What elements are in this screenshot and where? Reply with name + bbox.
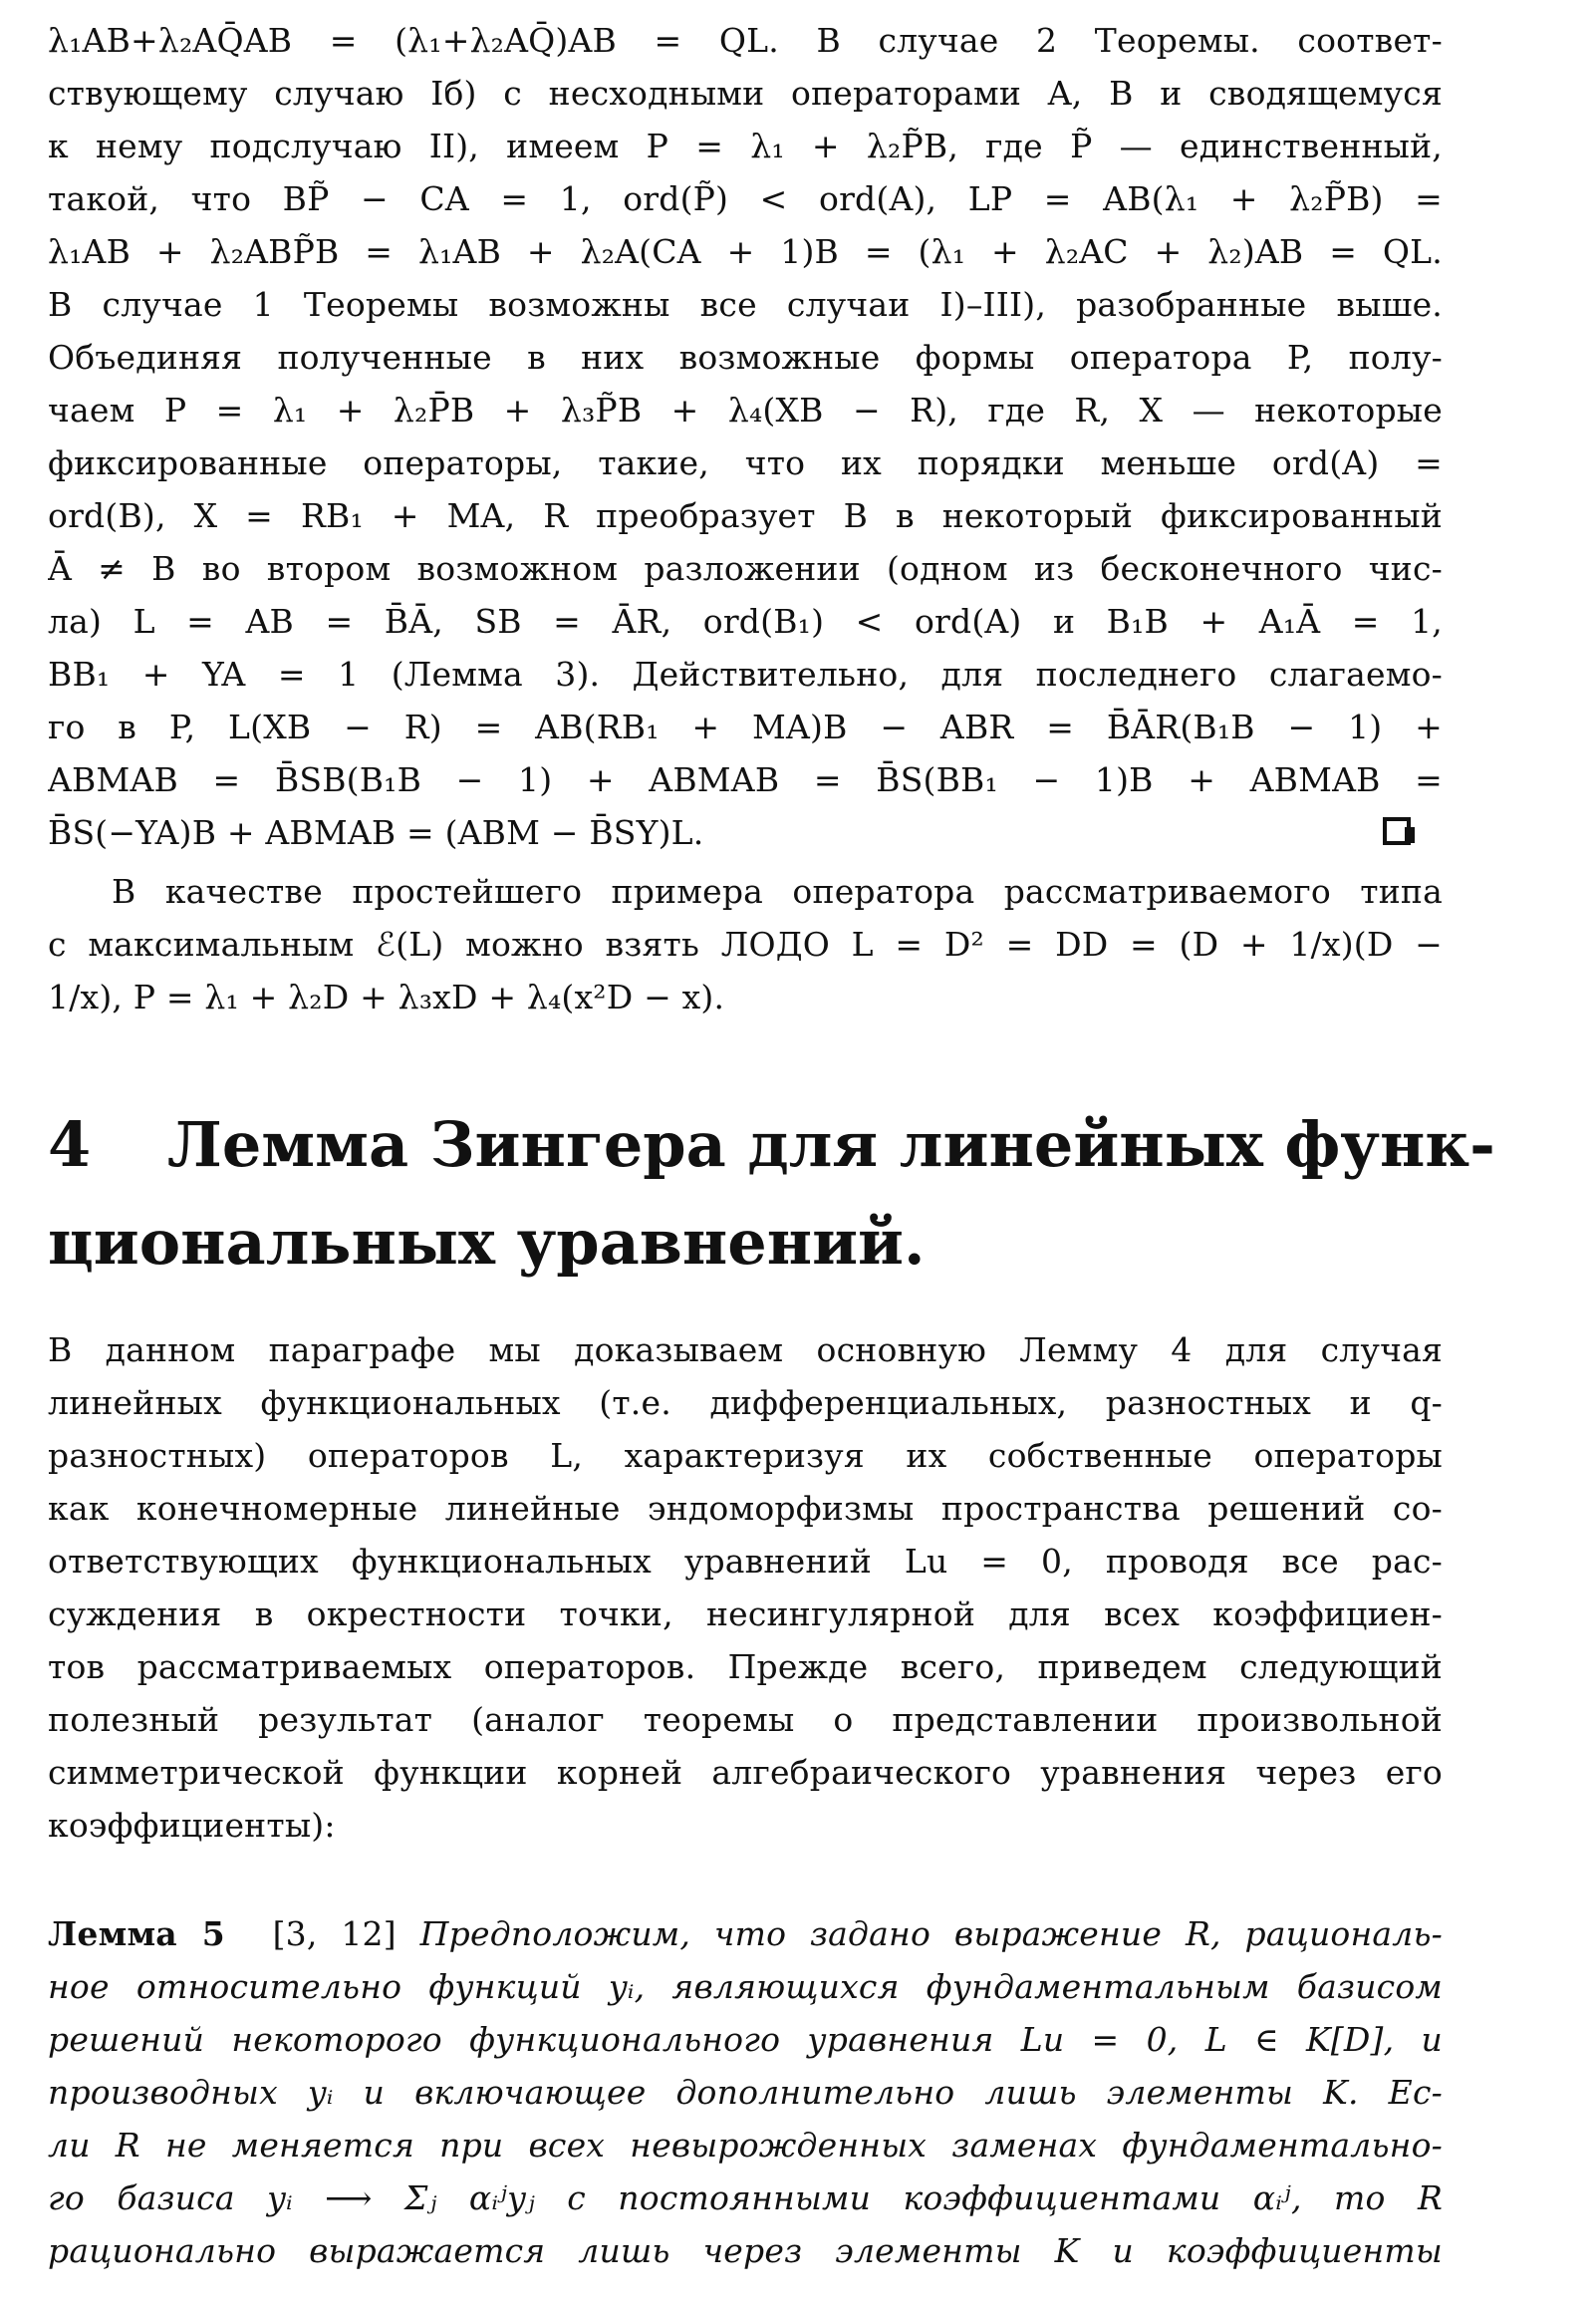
text-line: такой, что BP̃ − CA = 1, ord(P̃) < ord(A), LP = AB(λ₁ + λ₂P̃B) =	[48, 179, 1443, 218]
section-title-line: циональных уравнений.	[48, 1206, 926, 1279]
text-line: ла) L = AB = B̄Ā, SB = ĀR, ord(B₁) < ord(A) и B₁B + A₁Ā = 1,	[48, 602, 1443, 641]
text-line: чаем P = λ₁ + λ₂P̄B + λ₃P̃B + λ₄(XB − R), где R, X — некоторые	[48, 391, 1443, 430]
text-line: разностных) операторов L, характеризуя их собственные операторы	[48, 1436, 1443, 1475]
lemma-label: Лемма 5	[48, 1914, 225, 1953]
lemma-first-line	[48, 1907, 1443, 1960]
text-line: 1/x), P = λ₁ + λ₂D + λ₃xD + λ₄(x²D − x).	[48, 978, 725, 1016]
text-line: с максимальным ℰ(L) можно взять ЛОДО L = D² = DD = (D + 1/x)(D −	[48, 925, 1443, 964]
text-line: к нему подслучаю II), имеем P = λ₁ + λ₂P̃B, где P̃ — единственный,	[48, 127, 1443, 165]
lemma-citation: [3, 12]	[272, 1914, 397, 1953]
section-heading	[48, 1096, 1582, 1292]
lemma-line: рационально выражается лишь через элементы K и коэффициенты	[48, 2231, 1443, 2270]
text-line: B̄S(−YA)B + ABMAB = (ABM − B̄SY)L.	[48, 813, 704, 852]
text-line: ord(B), X = RB₁ + MA, R преобразует B в некоторый фиксированный	[48, 496, 1443, 535]
text-line: BB₁ + YA = 1 (Лемма 3). Действительно, для последнего слагаемо-	[48, 655, 1443, 694]
text-line: В случае 1 Теоремы возможны все случаи I)–III), разобранные выше.	[48, 285, 1443, 324]
lemma-line: го базиса yᵢ ⟶ Σⱼ αᵢʲyⱼ с постоянными коэффициентами αᵢʲ, то R	[48, 2178, 1443, 2217]
text-line: Объединяя полученные в них возможные формы оператора P, полу-	[48, 338, 1443, 377]
qed-end-of-proof-icon	[1383, 817, 1411, 845]
lemma-5	[48, 1907, 1443, 2277]
text-line: линейных функциональных (т.е. дифференциальных, разностных и q-	[48, 1383, 1443, 1422]
section-title-text: Лемма Зингера для линейных функ-	[167, 1108, 1495, 1181]
text-line: полезный результат (аналог теоремы о представлении произвольной	[48, 1700, 1443, 1739]
text-line: В данном параграфе мы доказываем основную Лемму 4 для случая	[48, 1330, 1443, 1369]
top-paragraph	[48, 14, 1443, 859]
text-line: суждения в окрестности точки, несингулярной для всех коэффициен-	[48, 1594, 1443, 1633]
text-line: фиксированные операторы, такие, что их порядки меньше ord(A) =	[48, 443, 1443, 482]
text-line: го в P, L(XB − R) = AB(RB₁ + MA)B − ABR = B̄ĀR(B₁B − 1) +	[48, 708, 1443, 746]
lemma-statement: Предположим, что задано выражение R, рациональ-	[419, 1914, 1443, 1953]
lemma-line: ное относительно функций yᵢ, являющихся фундаментальным базисом	[48, 1967, 1443, 2006]
lemma-line: ли R не меняется при всех невырожденных заменах фундаментально-	[48, 2126, 1443, 2165]
text-line: λ₁AB + λ₂ABP̃B = λ₁AB + λ₂A(CA + 1)B = (λ₁ + λ₂AC + λ₂)AB = QL.	[48, 232, 1443, 271]
text-line: Ā ≠ B во втором возможном разложении (одном из бесконечного чис-	[48, 549, 1443, 588]
text-line: симметрической функции корней алгебраического уравнения через его	[48, 1753, 1443, 1792]
example-paragraph	[48, 865, 1443, 1023]
intro-paragraph	[48, 1323, 1443, 1852]
text-line: ABMAB = B̄SB(B₁B − 1) + ABMAB = B̄S(BB₁ − 1)B + ABMAB =	[48, 760, 1443, 799]
text-line: λ₁AB+λ₂AQ̄AB = (λ₁+λ₂AQ̄)AB = QL. В случае 2 Теоремы. соответ-	[48, 21, 1443, 60]
text-line: как конечномерные линейные эндоморфизмы пространства решений со-	[48, 1489, 1443, 1528]
text-line: ствующему случаю Iб) с несходными операторами A, B и сводящемуся	[48, 74, 1443, 113]
section-number: 4	[48, 1108, 92, 1181]
text-line: тов рассматриваемых операторов. Прежде всего, приведем следующий	[48, 1647, 1443, 1686]
lemma-line: решений некоторого функционального уравнения Lu = 0, L ∈ K[D], и	[48, 2020, 1443, 2059]
text-line: коэффициенты):	[48, 1806, 336, 1845]
text-line: ответствующих функциональных уравнений Lu = 0, проводя все рас-	[48, 1542, 1443, 1581]
lemma-line: производных yᵢ и включающее дополнительно лишь элементы K. Ес-	[48, 2073, 1443, 2112]
section-title-line	[48, 1096, 1582, 1194]
text-line: В качестве простейшего примера оператора рассматриваемого типа	[112, 872, 1443, 911]
